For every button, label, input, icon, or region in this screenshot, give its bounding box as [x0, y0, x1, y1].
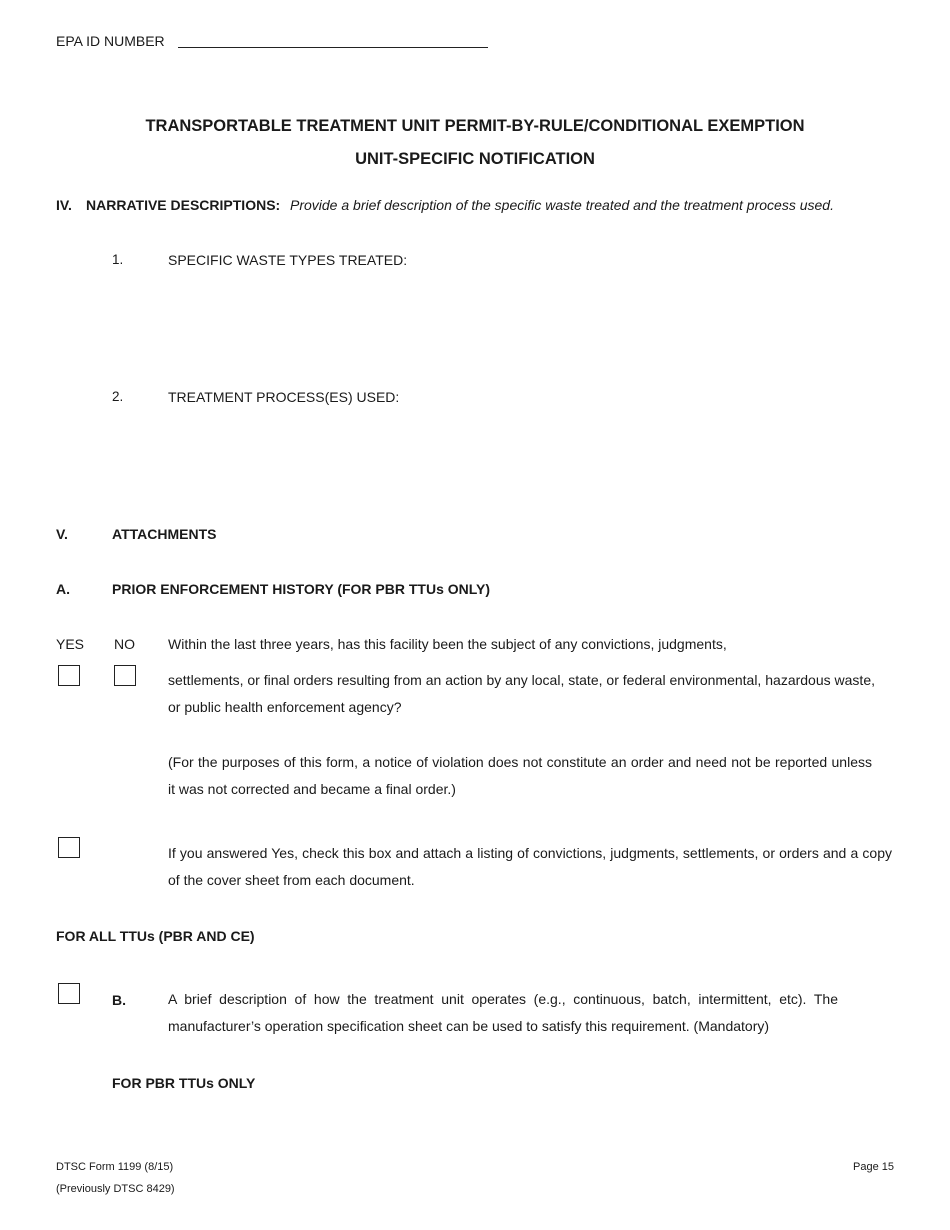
attach-listing-checkbox[interactable] — [58, 837, 80, 858]
subsection-b-letter: B. — [112, 992, 126, 1008]
yes-label: YES — [56, 636, 85, 652]
section-iv-heading: NARRATIVE DESCRIPTIONS: — [86, 197, 281, 213]
item-1-number: 1. — [112, 252, 124, 267]
pbr-only-heading: FOR PBR TTUs ONLY — [112, 1075, 256, 1091]
item-1-label: SPECIFIC WASTE TYPES TREATED: — [168, 252, 408, 268]
no-label: NO — [114, 636, 135, 652]
treatment-process-response-area[interactable] — [168, 409, 892, 514]
operation-description-checkbox[interactable] — [58, 983, 80, 1004]
enforcement-question-line1: Within the last three years, has this facility been the subject of any convictions, judgments, — [168, 636, 727, 652]
epa-id-label: EPA ID NUMBER — [56, 33, 165, 49]
attach-listing-instruction: If you answered Yes, check this box and attach a listing of convictions, judgments, settlements, or orders and a copy of the cover sheet from each document. — [168, 845, 892, 888]
waste-types-response-area[interactable] — [168, 272, 892, 382]
form-title-line1: TRANSPORTABLE TREATMENT UNIT PERMIT-BY-RULE/CONDITIONAL EXEMPTION — [145, 117, 805, 135]
subsection-b-text: A brief description of how the treatment unit operates (e.g., continuous, batch, intermittent, etc). The manufacturer’s operation specification sheet can be used to satisfy this requirement. (Mandatory) — [168, 991, 838, 1034]
section-v-number: V. — [56, 526, 68, 542]
section-v-heading: ATTACHMENTS — [112, 526, 217, 542]
form-number: DTSC Form 1199 (8/15) — [56, 1161, 174, 1173]
subsection-a-letter: A. — [56, 581, 70, 597]
page-number: Page 15 — [853, 1161, 894, 1173]
violation-note: (For the purposes of this form, a notice of violation does not constitute an order and need not be reported unless it was not corrected and became a final order.) — [168, 754, 872, 797]
item-2-label: TREATMENT PROCESS(ES) USED: — [168, 389, 400, 405]
section-iv-instruction: Provide a brief description of the specific waste treated and the treatment process used. — [290, 197, 834, 213]
all-ttus-heading: FOR ALL TTUs (PBR AND CE) — [56, 928, 255, 944]
epa-id-input-line[interactable] — [178, 47, 488, 48]
no-checkbox[interactable] — [114, 665, 136, 686]
subsection-a-heading: PRIOR ENFORCEMENT HISTORY (FOR PBR TTUs ONLY) — [112, 581, 491, 597]
enforcement-question-rest: settlements, or final orders resulting from an action by any local, state, or federal environmental, hazardous waste, or public health enforcement agency? — [168, 672, 875, 715]
section-iv-number: IV. — [56, 197, 72, 213]
item-2-number: 2. — [112, 389, 124, 404]
form-title-line2: UNIT-SPECIFIC NOTIFICATION — [355, 150, 595, 168]
previous-form-number: (Previously DTSC 8429) — [56, 1183, 175, 1195]
yes-checkbox[interactable] — [58, 665, 80, 686]
